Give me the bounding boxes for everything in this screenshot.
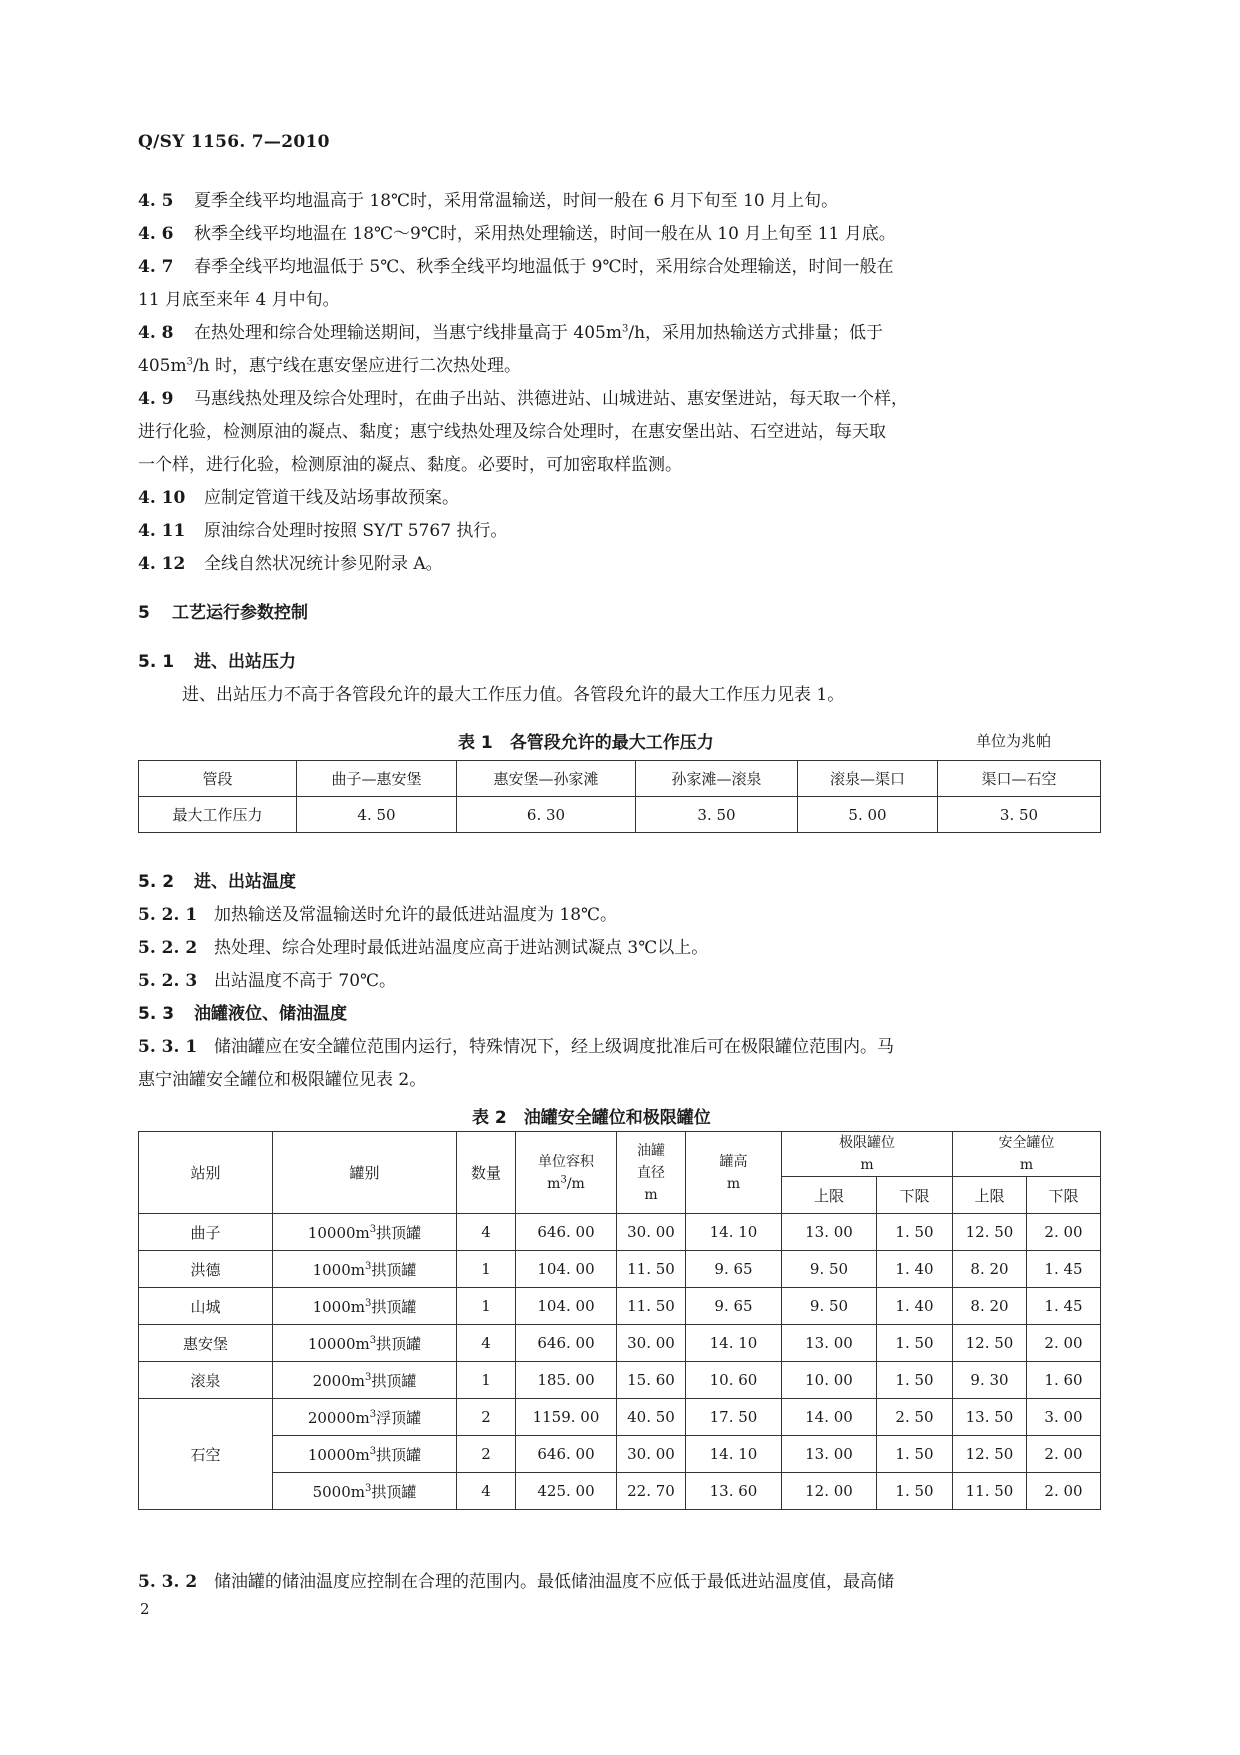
- clause-number: 5. 2. 1: [138, 905, 198, 925]
- limit-lower-cell: 2. 50: [877, 1399, 953, 1436]
- clause-text: 储油罐应在安全罐位范围内运行，特殊情况下，经上级调度批准后可在极限罐位范围内。马: [214, 1037, 894, 1057]
- station-cell: 曲子: [139, 1214, 273, 1251]
- station-cell: 山城: [139, 1288, 273, 1325]
- tank-count-cell: 4: [457, 1473, 516, 1510]
- clause-4-7: [138, 256, 1100, 278]
- clause-4-6: [138, 223, 1100, 245]
- superscript: 3: [365, 1482, 372, 1494]
- diameter-cell: 30. 00: [617, 1436, 686, 1473]
- header-safe-upper: 上限: [953, 1177, 1027, 1214]
- header-line: 罐高: [719, 1153, 748, 1170]
- clause-number: 5. 2. 2: [138, 938, 198, 958]
- unit-volume-cell: 646. 00: [516, 1325, 617, 1362]
- tank-kind: 拱顶罐: [371, 1371, 417, 1390]
- height-cell: 14. 10: [686, 1436, 782, 1473]
- tank-count-cell: 2: [457, 1436, 516, 1473]
- clause-text: 惠宁油罐安全罐位和极限罐位见表 2。: [138, 1070, 427, 1090]
- pressure-cell: 6. 30: [457, 797, 636, 833]
- segment-cell: 惠安堡—孙家滩: [457, 761, 636, 797]
- clause-text: 出站温度不高于 70℃。: [214, 971, 397, 991]
- diameter-cell: 11. 50: [617, 1251, 686, 1288]
- table-row: [139, 1288, 1101, 1325]
- clause-number: 4. 5: [138, 191, 174, 211]
- safe-upper-cell: 8. 20: [953, 1288, 1027, 1325]
- header-line: m: [644, 1186, 658, 1203]
- section-number: 5. 3: [138, 1004, 175, 1024]
- clause-4-8: [138, 322, 1100, 344]
- superscript: 3: [369, 1223, 377, 1235]
- tank-type-cell: [273, 1251, 457, 1288]
- tank-size: 1000m: [312, 1260, 365, 1279]
- clause-5-3-2: [138, 1571, 1100, 1593]
- pressure-cell: 3. 50: [938, 797, 1101, 833]
- tank-kind: 浮顶罐: [376, 1408, 422, 1427]
- safe-lower-cell: 2. 00: [1027, 1436, 1101, 1473]
- unit-volume-cell: 425. 00: [516, 1473, 617, 1510]
- clause-4-11: [138, 520, 1100, 542]
- diameter-cell: 30. 00: [617, 1325, 686, 1362]
- station-cell: 洪德: [139, 1251, 273, 1288]
- clause-text: 马惠线热处理及综合处理时，在曲子出站、洪德进站、山城进站、惠安堡进站，每天取一个样，: [194, 389, 908, 409]
- clause-text: 秋季全线平均地温在 18℃～9℃时，采用热处理输送，时间一般在从 10 月上旬至 11 月底。: [194, 224, 896, 244]
- safe-upper-cell: 8. 20: [953, 1251, 1027, 1288]
- station-cell: 惠安堡: [139, 1325, 273, 1362]
- safe-lower-cell: 2. 00: [1027, 1325, 1101, 1362]
- superscript: 3: [621, 323, 629, 335]
- tank-type-cell: [273, 1399, 457, 1436]
- tank-count-cell: 2: [457, 1399, 516, 1436]
- limit-lower-cell: 1. 50: [877, 1325, 953, 1362]
- tank-kind: 拱顶罐: [376, 1334, 422, 1353]
- section-number: 5: [138, 603, 150, 623]
- clause-text: /h 时，惠宁线在惠安堡应进行二次热处理。: [192, 356, 522, 376]
- height-cell: 9. 65: [686, 1288, 782, 1325]
- clause-number: 4. 7: [138, 257, 174, 277]
- clause-text: 在热处理和综合处理输送期间，当惠宁线排量高于 405m: [194, 323, 622, 343]
- tank-type-cell: [273, 1288, 457, 1325]
- unit-volume-cell: 185. 00: [516, 1362, 617, 1399]
- tank-size: 10000m: [307, 1334, 370, 1353]
- pressure-cell: 4. 50: [297, 797, 457, 833]
- unit-volume-cell: 104. 00: [516, 1251, 617, 1288]
- tank-kind: 拱顶罐: [376, 1445, 422, 1464]
- header-line: m: [860, 1157, 874, 1173]
- station-cell: 石空: [139, 1399, 273, 1510]
- safe-lower-cell: 1. 60: [1027, 1362, 1101, 1399]
- superscript: 3: [369, 1408, 377, 1420]
- tank-kind: 拱顶罐: [371, 1482, 417, 1501]
- unit-volume-cell: 646. 00: [516, 1214, 617, 1251]
- superscript: 3: [369, 1334, 377, 1346]
- header-line: [516, 1173, 616, 1195]
- tank-count-cell: 1: [457, 1288, 516, 1325]
- table-1-unit: 单位为兆帕: [976, 732, 1052, 750]
- diameter-cell: 30. 00: [617, 1214, 686, 1251]
- clause-number: 4. 6: [138, 224, 174, 244]
- clause-5-2-2: [138, 937, 1100, 959]
- superscript: 3: [365, 1297, 372, 1309]
- tank-type-cell: [273, 1214, 457, 1251]
- diameter-cell: 22. 70: [617, 1473, 686, 1510]
- paragraph-5-1: [138, 684, 1144, 706]
- header-line: 油罐: [637, 1142, 665, 1159]
- clause-4-12: [138, 553, 1100, 575]
- limit-upper-cell: 13. 00: [782, 1325, 877, 1362]
- tank-count-cell: 1: [457, 1251, 516, 1288]
- unit-volume-cell: 646. 00: [516, 1436, 617, 1473]
- clause-text: 应制定管道干线及站场事故预案。: [204, 488, 459, 508]
- limit-upper-cell: 13. 00: [782, 1214, 877, 1251]
- header-line: 安全罐位: [998, 1135, 1055, 1151]
- clause-5-2-1: [138, 904, 1100, 926]
- header-safe-lower: 下限: [1027, 1177, 1101, 1214]
- tank-count-cell: 4: [457, 1214, 516, 1251]
- page-number: 2: [140, 1600, 150, 1618]
- table-row: [139, 797, 1101, 833]
- clause-text: 一个样，进行化验，检测原油的凝点、黏度。必要时，可加密取样监测。: [138, 455, 682, 475]
- clause-number: 4. 12: [138, 554, 186, 574]
- subsection-5-1-heading: [138, 651, 1100, 673]
- subsection-5-3-heading: [138, 1003, 1100, 1025]
- header-limit-level: [782, 1132, 953, 1177]
- tank-size: 2000m: [312, 1371, 365, 1390]
- table-row: [139, 1325, 1101, 1362]
- table-row: [139, 761, 1101, 797]
- clause-number: 4. 8: [138, 323, 174, 343]
- header-unit-part: /m: [566, 1175, 585, 1192]
- clause-text: 热处理、综合处理时最低进站温度应高于进站测试凝点 3℃以上。: [214, 938, 709, 958]
- clause-number: 4. 10: [138, 488, 186, 508]
- limit-lower-cell: 1. 50: [877, 1362, 953, 1399]
- table-row: [139, 1251, 1101, 1288]
- clause-4-9-continued: [138, 454, 1100, 476]
- tank-kind: 拱顶罐: [376, 1223, 422, 1242]
- safe-upper-cell: 9. 30: [953, 1362, 1027, 1399]
- tank-size: 20000m: [307, 1408, 370, 1427]
- tank-kind: 拱顶罐: [371, 1260, 417, 1279]
- table-row: [139, 1214, 1101, 1251]
- limit-upper-cell: 10. 00: [782, 1362, 877, 1399]
- tank-size: 10000m: [307, 1223, 370, 1242]
- table-header-row: [139, 1132, 1101, 1177]
- header-limit-upper: 上限: [782, 1177, 877, 1214]
- section-title: 进、出站压力: [194, 652, 296, 672]
- clause-text: /h，采用加热输送方式排量；低于: [628, 323, 884, 343]
- clause-number: 4. 11: [138, 521, 186, 541]
- segment-cell: 曲子—惠安堡: [297, 761, 457, 797]
- header-height: [686, 1132, 782, 1214]
- limit-upper-cell: 9. 50: [782, 1251, 877, 1288]
- segment-cell: 孙家滩—滚泉: [636, 761, 798, 797]
- clause-number: 4. 9: [138, 389, 174, 409]
- clause-text: 加热输送及常温输送时允许的最低进站温度为 18℃。: [214, 905, 618, 925]
- clause-4-7-continued: [138, 289, 1100, 311]
- header-line: m: [726, 1175, 741, 1192]
- limit-upper-cell: 12. 00: [782, 1473, 877, 1510]
- section-title: 油罐液位、储油温度: [194, 1004, 347, 1024]
- superscript: 3: [369, 1445, 377, 1457]
- clause-text: 春季全线平均地温低于 5℃、秋季全线平均地温低于 9℃时，采用综合处理输送，时间一般在: [194, 257, 894, 277]
- clause-text: 原油综合处理时按照 SY/T 5767 执行。: [204, 521, 508, 541]
- limit-lower-cell: 1. 40: [877, 1288, 953, 1325]
- limit-lower-cell: 1. 50: [877, 1473, 953, 1510]
- section-number: 5. 2: [138, 872, 175, 892]
- row-header: 最大工作压力: [139, 797, 297, 833]
- section-5-heading: [138, 602, 1100, 624]
- clause-4-9: [138, 388, 1100, 410]
- safe-upper-cell: 12. 50: [953, 1436, 1027, 1473]
- superscript: 3: [186, 356, 193, 368]
- clause-text: 405m: [138, 356, 187, 376]
- safe-lower-cell: 2. 00: [1027, 1473, 1101, 1510]
- header-limit-lower: 下限: [877, 1177, 953, 1214]
- diameter-cell: 11. 50: [617, 1288, 686, 1325]
- table-row: [139, 1473, 1101, 1510]
- tank-size: 1000m: [312, 1297, 365, 1316]
- tank-type-cell: [273, 1325, 457, 1362]
- safe-upper-cell: 12. 50: [953, 1325, 1027, 1362]
- diameter-cell: 40. 50: [617, 1399, 686, 1436]
- header-unit-part: m: [547, 1175, 561, 1192]
- tank-count-cell: 4: [457, 1325, 516, 1362]
- height-cell: 13. 60: [686, 1473, 782, 1510]
- section-number: 5. 1: [138, 652, 175, 672]
- header-diameter: [617, 1132, 686, 1214]
- height-cell: 14. 10: [686, 1214, 782, 1251]
- pressure-cell: 3. 50: [636, 797, 798, 833]
- safe-lower-cell: 2. 00: [1027, 1214, 1101, 1251]
- clause-number: 5. 3. 1: [138, 1037, 198, 1057]
- limit-lower-cell: 1. 50: [877, 1214, 953, 1251]
- clause-4-5: [138, 190, 1100, 212]
- limit-lower-cell: 1. 40: [877, 1251, 953, 1288]
- height-cell: 9. 65: [686, 1251, 782, 1288]
- clause-4-10: [138, 487, 1100, 509]
- header-line: 极限罐位: [839, 1135, 895, 1151]
- clause-4-8-continued: [138, 355, 1100, 377]
- row-header: 管段: [139, 761, 297, 797]
- header-station: 站别: [139, 1132, 273, 1214]
- subsection-5-2-heading: [138, 871, 1100, 893]
- limit-upper-cell: 13. 00: [782, 1436, 877, 1473]
- limit-lower-cell: 1. 50: [877, 1436, 953, 1473]
- header-unit-volume: [516, 1132, 617, 1214]
- table-row: [139, 1362, 1101, 1399]
- tank-type-cell: [273, 1473, 457, 1510]
- superscript: 3: [365, 1260, 372, 1272]
- clause-text: 全线自然状况统计参见附录 A。: [204, 554, 443, 574]
- clause-text: 进行化验，检测原油的凝点、黏度；惠宁线热处理及综合处理时，在惠安堡出站、石空进站，每天取: [138, 422, 886, 442]
- header-tank: 罐别: [273, 1132, 457, 1214]
- header-line: m: [1019, 1157, 1034, 1173]
- header-safe-level: [953, 1132, 1101, 1177]
- station-cell: 滚泉: [139, 1362, 273, 1399]
- clause-5-3-1-continued: [138, 1069, 1100, 1091]
- document-code: Q/SY 1156. 7—2010: [138, 132, 330, 152]
- section-title: 工艺运行参数控制: [172, 603, 308, 623]
- tank-type-cell: [273, 1362, 457, 1399]
- unit-volume-cell: 104. 00: [516, 1288, 617, 1325]
- safe-lower-cell: 1. 45: [1027, 1288, 1101, 1325]
- height-cell: 10. 60: [686, 1362, 782, 1399]
- table-1-caption: 表 1 各管段允许的最大工作压力: [458, 733, 714, 753]
- section-title: 进、出站温度: [194, 872, 296, 892]
- tank-type-cell: [273, 1436, 457, 1473]
- table-2: [138, 1131, 1101, 1510]
- tank-count-cell: 1: [457, 1362, 516, 1399]
- table-row: [139, 1399, 1101, 1436]
- table-1: [138, 760, 1101, 833]
- clause-5-2-3: [138, 970, 1100, 992]
- tank-size: 10000m: [307, 1445, 370, 1464]
- segment-cell: 滚泉—渠口: [798, 761, 938, 797]
- header-line: 直径: [637, 1164, 665, 1181]
- table-2-caption: 表 2 油罐安全罐位和极限罐位: [472, 1108, 711, 1128]
- header-line: 单位容积: [538, 1153, 594, 1170]
- diameter-cell: 15. 60: [617, 1362, 686, 1399]
- clause-number: 5. 2. 3: [138, 971, 198, 991]
- unit-volume-cell: 1159. 00: [516, 1399, 617, 1436]
- safe-lower-cell: 1. 45: [1027, 1251, 1101, 1288]
- tank-size: 5000m: [312, 1482, 365, 1501]
- height-cell: 14. 10: [686, 1325, 782, 1362]
- header-count: 数量: [457, 1132, 516, 1214]
- clause-number: 5. 3. 2: [138, 1572, 198, 1592]
- segment-cell: 渠口—石空: [938, 761, 1101, 797]
- table-2-body: [139, 1214, 1101, 1510]
- safe-lower-cell: 3. 00: [1027, 1399, 1101, 1436]
- clause-5-3-1: [138, 1036, 1100, 1058]
- pressure-cell: 5. 00: [798, 797, 938, 833]
- safe-upper-cell: 11. 50: [953, 1473, 1027, 1510]
- limit-upper-cell: 14. 00: [782, 1399, 877, 1436]
- superscript: 3: [560, 1173, 567, 1185]
- clause-text: 储油罐的储油温度应控制在合理的范围内。最低储油温度不应低于最低进站温度值，最高储: [214, 1572, 894, 1592]
- paragraph-text: 进、出站压力不高于各管段允许的最大工作压力值。各管段允许的最大工作压力见表 1。: [182, 685, 845, 705]
- clause-text: 夏季全线平均地温高于 18℃时，采用常温输送，时间一般在 6 月下旬至 10 月上旬。: [194, 191, 839, 211]
- superscript: 3: [365, 1371, 372, 1383]
- height-cell: 17. 50: [686, 1399, 782, 1436]
- clause-text: 11 月底至来年 4 月中旬。: [138, 290, 340, 310]
- safe-upper-cell: 13. 50: [953, 1399, 1027, 1436]
- limit-upper-cell: 9. 50: [782, 1288, 877, 1325]
- safe-upper-cell: 12. 50: [953, 1214, 1027, 1251]
- tank-kind: 拱顶罐: [371, 1297, 417, 1316]
- clause-4-9-continued: [138, 421, 1100, 443]
- table-row: [139, 1436, 1101, 1473]
